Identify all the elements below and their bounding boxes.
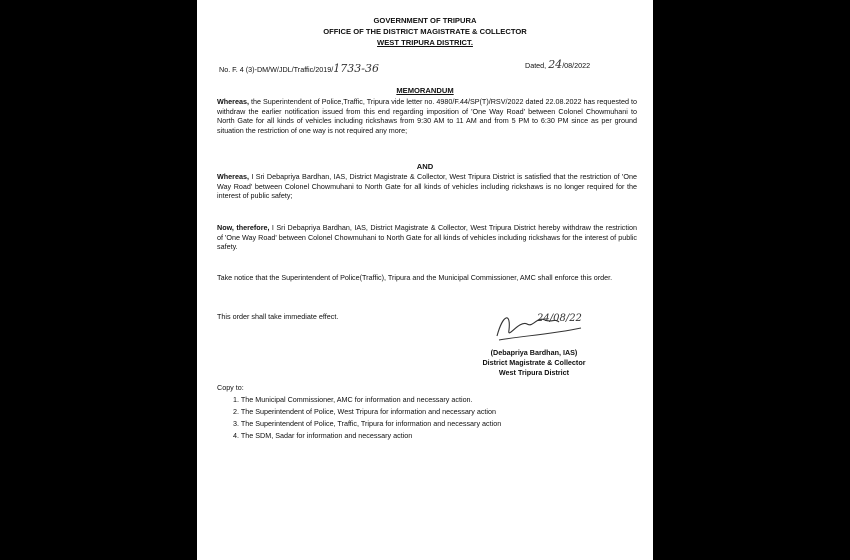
date-line <box>525 60 590 71</box>
paragraph-lead: Whereas, <box>217 97 249 106</box>
dated-label: Dated, <box>525 61 547 70</box>
list-item: 1. The Municipal Commissioner, AMC for information and necessary action. <box>233 395 473 404</box>
paragraph-text: I Sri Debapriya Bardhan, IAS, District Magistrate & Collector, West Tripura District hereby withdraw the restriction of 'One Way Road' between Colonel Chowmuhani to North Gate for all kinds of vehicles including rickshaws for the interest of public safety. <box>217 223 637 252</box>
paragraph-immediate-effect: This order shall take immediate effect. <box>217 312 339 321</box>
paragraph-now-therefore <box>217 223 637 252</box>
signature-date: 24/08/22 <box>537 313 582 324</box>
paragraph-take-notice: Take notice that the Superintendent of Police(Traffic), Tripura and the Municipal Commissioner, AMC shall enforce this order. <box>217 273 613 282</box>
header-government: GOVERNMENT OF TRIPURA <box>373 16 477 25</box>
paragraph-text: the Superintendent of Police,Traffic, Tripura vide letter no. 4980/F.44/SP(T)/RSV/2022 dated 22.08.2022 has requested to withdraw the earlier notification issued from this end regarding imposition of 'One Way Road' between Colonel Chowmuhani to North Gate for all kinds of vehicles including rickshaws from 9:30 AM to 11 AM and from 5 PM to 6:30 PM since as per ground situation the restriction of one way is not required any more; <box>217 97 637 135</box>
list-item: 2. The Superintendent of Police, West Tripura for information and necessary action <box>233 407 497 416</box>
and-label: AND <box>416 162 434 171</box>
paragraph-whereas-2 <box>217 172 637 201</box>
list-item: 4. The SDM, Sadar for information and necessary action <box>233 431 413 440</box>
copy-to-label: Copy to: <box>217 383 244 392</box>
paragraph-lead: Whereas, <box>217 172 249 181</box>
header-office: OFFICE OF THE DISTRICT MAGISTRATE & COLLECTOR <box>323 27 527 36</box>
memorandum-title: MEMORANDUM <box>396 86 454 95</box>
header-district: WEST TRIPURA DISTRICT. <box>377 38 473 47</box>
signatory-designation: District Magistrate & Collector <box>482 358 586 367</box>
handwritten-day: 24 <box>548 58 563 71</box>
paragraph-whereas-1 <box>217 97 637 135</box>
handwritten-reference: 1733-36 <box>333 62 379 75</box>
reference-number-text: No. F. 4 (3)-DM/W/JDL/Traffic/2019/ <box>219 65 334 74</box>
date-rest: /08/2022 <box>562 61 591 70</box>
paragraph-text: I Sri Debapriya Bardhan, IAS, District Magistrate & Collector, West Tripura District is satisfied that the restriction of 'One Way Road' between Colonel Chowmuhani to North Gate for all kinds of vehicles including rickshaws is no longer required for the interest of public safety; <box>217 172 637 201</box>
signatory-district: West Tripura District <box>498 368 570 377</box>
list-item: 3. The Superintendent of Police, Traffic, Tripura for information and necessary action <box>233 419 502 428</box>
signatory-name: (Debapriya Bardhan, IAS) <box>490 348 578 357</box>
document-page <box>197 0 653 560</box>
paragraph-lead: Now, therefore, <box>217 223 270 232</box>
reference-number <box>219 64 379 75</box>
